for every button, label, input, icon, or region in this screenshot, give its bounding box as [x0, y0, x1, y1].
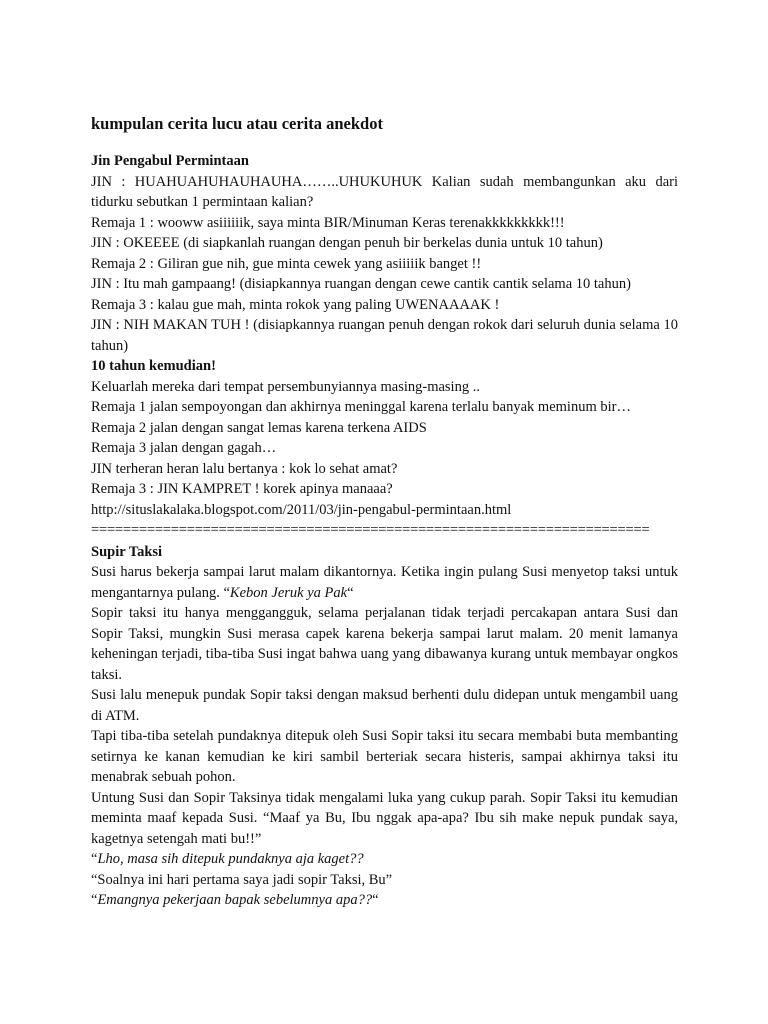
paragraph: Tapi tiba-tiba setelah pundaknya ditepuk oleh Susi Sopir taksi itu secara membabi buta membanting setirnya ke kanan kemudian ke kiri sambil berteriak secara histeris, sampai akhirnya taksi itu menabrak sebuah pohon.: [91, 728, 678, 785]
document-title: kumpulan cerita lucu atau cerita anekdot: [91, 114, 383, 133]
dialogue-line: Remaja 3 : kalau gue mah, minta rokok yang paling UWENAAAAK !: [91, 296, 500, 313]
story-line: Remaja 3 jalan dengan gagah…: [91, 440, 277, 456]
story-title-jin: Jin Pengabul Permintaan: [91, 153, 249, 169]
subheading-ten-years-later: 10 tahun kemudian!: [91, 358, 216, 374]
quote-open: “: [91, 851, 98, 867]
separator-line: ======================================================================: [91, 522, 650, 538]
source-url: http://situslakalaka.blogspot.com/2011/03/jin-pengabul-permintaan.html: [91, 501, 512, 518]
quote-close: “: [347, 584, 354, 601]
paragraph: Untung Susi dan Sopir Taksinya tidak mengalami luka yang cukup parah. Sopir Taksi itu kemudian meminta maaf kepada Susi. “Maaf ya Bu, Ibu nggak apa-apa? Ibu sih make nepuk pundak saya, kagetnya setengah mati bu!!”: [91, 789, 678, 847]
story-jin-dialogue: [91, 172, 678, 357]
story-title-taxi: Supir Taksi: [91, 543, 163, 560]
dialogue-line: JIN : HUAHUAHUHAUHAUHA……..UHUKUHUK Kalian sudah membangunkan aku dari tidurku sebutkan 1 permintaan kalian?: [91, 173, 678, 210]
story-line: Remaja 1 jalan sempoyongan dan akhirnya meninggal karena terlalu banyak meminum bir…: [91, 399, 631, 415]
story-taxi-body: [91, 562, 678, 911]
quote-italic: Emangnya pekerjaan bapak sebelumnya apa??: [97, 892, 373, 908]
paragraph: Sopir taksi itu hanya menggangguk, selama perjalanan tidak terjadi percakapan antara Susi dan Sopir Taksi, mungkin Susi merasa capek karena bekerja sampai larut malam. 20 menit lamanya keheningan terjadi, tiba-tiba Susi ingat bahwa uang yang dibawanya kurang untuk membayar ongkos taksi.: [91, 605, 678, 683]
dialogue-line: JIN : NIH MAKAN TUH ! (disiapkannya ruangan penuh dengan rokok dari seluruh dunia selama 10 tahun): [91, 317, 678, 354]
dialogue-line: JIN : OKEEEE (di siapkanlah ruangan dengan penuh bir berkelas dunia untuk 10 tahun): [91, 235, 603, 251]
story-line: Remaja 3 : JIN KAMPRET ! korek apinya manaaa?: [91, 481, 393, 497]
dialogue-line: Remaja 1 : wooww asiiiiiik, saya minta BIR/Minuman Keras terenakkkkkkkkk!!!: [91, 214, 565, 231]
paragraph-text: Susi harus bekerja sampai larut malam dikantornya. Ketika ingin pulang Susi menyetop taksi untuk mengantarnya pulang. “: [91, 564, 678, 601]
dialogue-quote: [91, 890, 678, 911]
story-line: JIN terheran heran lalu bertanya : kok lo sehat amat?: [91, 460, 398, 477]
story-jin-ending: [91, 377, 678, 521]
quote-italic: Kebon Jeruk ya Pak: [229, 584, 348, 601]
quote-italic: Lho, masa sih ditepuk pundaknya aja kaget??: [97, 851, 364, 867]
story-line: Keluarlah mereka dari tempat persembunyiannya masing-masing ..: [91, 378, 480, 395]
paragraph: [91, 562, 678, 603]
quote-close: “: [372, 892, 379, 908]
dialogue-quote: “Soalnya ini hari pertama saya jadi sopir Taksi, Bu”: [91, 871, 393, 888]
dialogue-line: Remaja 2 : Giliran gue nih, gue minta cewek yang asiiiiik banget !!: [91, 255, 482, 272]
dialogue-quote: [91, 849, 678, 870]
dialogue-line: JIN : Itu mah gampaang! (disiapkannya ruangan dengan cewe cantik cantik selama 10 tahun): [91, 276, 631, 292]
quote-open: “: [91, 892, 98, 908]
story-line: Remaja 2 jalan dengan sangat lemas karena terkena AIDS: [91, 419, 427, 436]
paragraph: Susi lalu menepuk pundak Sopir taksi dengan maksud berhenti dulu didepan untuk mengambil uang di ATM.: [91, 687, 678, 724]
